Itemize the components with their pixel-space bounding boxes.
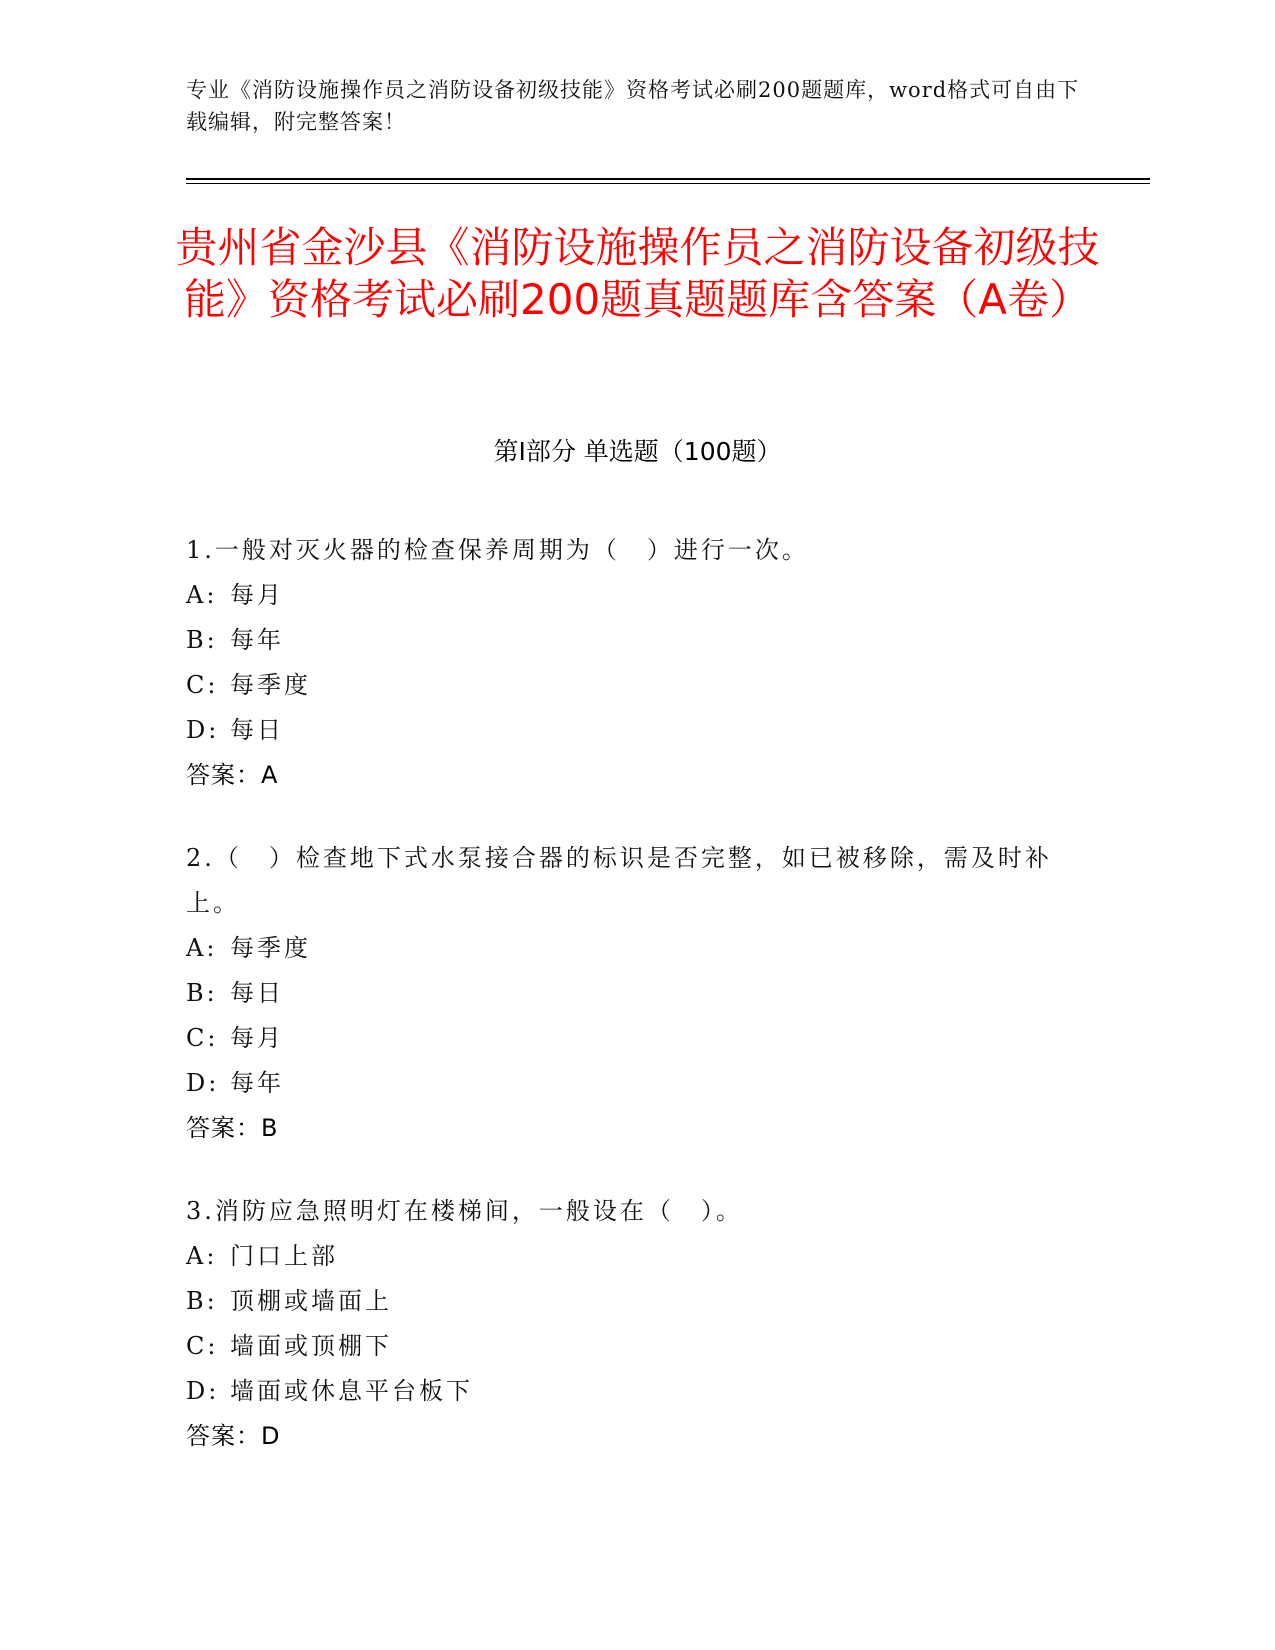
option-d: [186, 708, 1066, 753]
option-text: 每年: [230, 626, 284, 654]
option-text: 每月: [230, 1024, 284, 1052]
option-d: [186, 1369, 1066, 1414]
answer-line: 答案：D: [186, 1422, 281, 1450]
header-rule-thin: [186, 183, 1150, 184]
question-stem: 2.（ ）检查地下式水泵接合器的标识是否完整，如已被移除，需及时补上。: [186, 844, 1052, 917]
option-text: 每季度: [230, 671, 311, 699]
option-b: [186, 1279, 1066, 1324]
option-text: 每月: [230, 581, 284, 609]
option-key: B:: [186, 626, 218, 654]
option-a: [186, 1234, 1066, 1279]
option-text: 每年: [230, 1069, 284, 1097]
option-c: [186, 1324, 1066, 1369]
question-1: [186, 528, 1066, 798]
header-rule-thick: [186, 178, 1150, 180]
section-title: 第Ⅰ部分 单选题（100题）: [493, 437, 782, 466]
answer-line: 答案：A: [186, 761, 279, 789]
document-title: 贵州省金沙县《消防设施操作员之消防设备初级技能》资格考试必刷200题真题题库含答案（A卷）: [175, 223, 1100, 324]
option-key: D:: [186, 716, 220, 744]
option-a: [186, 926, 1066, 971]
answer-line: 答案：B: [186, 1114, 279, 1142]
option-key: A:: [186, 581, 218, 609]
question-2: [186, 836, 1066, 1151]
option-key: C:: [186, 671, 219, 699]
option-key: B:: [186, 1287, 218, 1315]
option-b: [186, 971, 1066, 1016]
option-text: 每季度: [230, 934, 311, 962]
option-key: A:: [186, 934, 218, 962]
option-text: 每日: [230, 979, 284, 1007]
question-stem: 1.一般对灭火器的检查保养周期为（ ）进行一次。: [186, 536, 809, 564]
question-list: [186, 528, 1066, 1497]
option-text: 门口上部: [230, 1242, 338, 1270]
option-a: [186, 573, 1066, 618]
option-text: 顶棚或墙面上: [230, 1287, 392, 1315]
option-b: [186, 618, 1066, 663]
option-key: D:: [186, 1377, 220, 1405]
question-stem: 3.消防应急照明灯在楼梯间，一般设在（ ）。: [186, 1197, 743, 1225]
option-c: [186, 663, 1066, 708]
option-c: [186, 1016, 1066, 1061]
option-text: 墙面或休息平台板下: [230, 1377, 473, 1405]
option-text: 每日: [230, 716, 284, 744]
option-key: B:: [186, 979, 218, 1007]
option-text: 墙面或顶棚下: [230, 1332, 392, 1360]
option-key: C:: [186, 1332, 219, 1360]
option-key: C:: [186, 1024, 219, 1052]
option-d: [186, 1061, 1066, 1106]
option-key: D:: [186, 1069, 220, 1097]
option-key: A:: [186, 1242, 218, 1270]
header-note: 专业《消防设施操作员之消防设备初级技能》资格考试必刷200题题库，word格式可自由下载编辑，附完整答案！: [186, 78, 1080, 134]
question-3: [186, 1189, 1066, 1459]
